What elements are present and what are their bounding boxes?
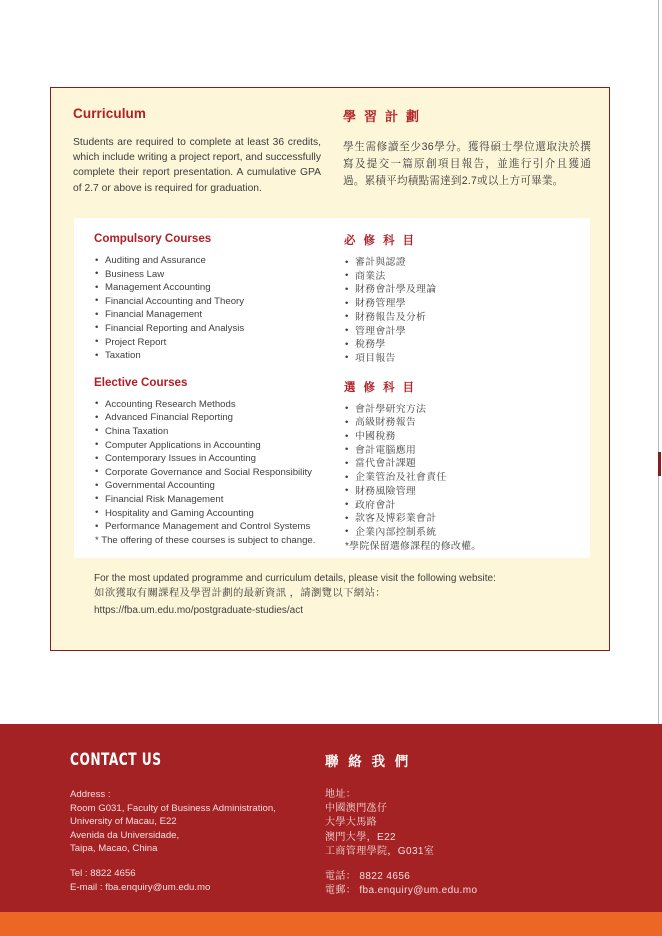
course-item: • 財務風險管理: [344, 485, 559, 499]
contact-details-en: [70, 867, 325, 894]
intro-section: [73, 106, 591, 196]
curriculum-heading-en: Curriculum: [73, 106, 147, 121]
course-item: • 政府會計: [344, 499, 559, 513]
courses-panel: [74, 218, 590, 558]
elective-heading-en: Elective Courses: [94, 375, 188, 389]
course-item: • Accounting Research Methods: [94, 398, 324, 412]
course-item: • Project Report: [94, 336, 324, 350]
course-item: • 審計與認證: [344, 256, 559, 270]
contact-email-zh[interactable]: 電郵： fba.enquiry@um.edu.mo: [325, 885, 478, 897]
spacer: [344, 366, 559, 379]
course-item: • 財務報告及分析: [344, 311, 559, 325]
course-item: • Financial Management: [94, 308, 324, 322]
contact-address-zh: [325, 788, 585, 859]
orange-accent-band: [0, 912, 662, 936]
contact-tel-en: Tel : 8822 4656: [70, 867, 136, 879]
compulsory-heading-en: Compulsory Courses: [94, 232, 212, 245]
elective-note-zh: *學院保留選修課程的修改權。: [345, 540, 482, 552]
address-line: University of Macau, E22: [70, 816, 177, 828]
course-item: • Financial Reporting and Analysis: [94, 322, 324, 336]
course-item: • 企業管治及社會責任: [344, 471, 559, 485]
address-line: Avenida da Universidade,: [70, 829, 180, 841]
address-line: 中國澳門氹仔: [325, 803, 388, 815]
contact-heading-zh: 聯 絡 我 們: [325, 754, 412, 769]
course-item: • Corporate Governance and Social Responsibility: [94, 466, 324, 480]
contact-address-en: [70, 788, 325, 856]
course-item: • Auditing and Assurance: [94, 254, 324, 268]
address-line: 工商管理學院，G031室: [325, 845, 435, 857]
intro-column-en: [73, 106, 321, 196]
curriculum-heading-zh: 學 習 計 劃: [343, 109, 422, 124]
curriculum-body-zh: 學生需修讀至少36學分。獲得碩士學位還取決於撰寫及提交一篇原創項目報告，並進行引介且獲通過。累積平均積點需達到2.7或以上方可畢業。: [343, 141, 591, 187]
courses-column-zh: [344, 232, 559, 553]
course-item: • 商業法: [344, 270, 559, 284]
address-line: 大學大馬路: [325, 817, 377, 829]
more-info-zh: 如欲獲取有關課程及學習計劃的最新資訊 ，請瀏覽以下網站：: [94, 588, 386, 599]
elective-note-en: * The offering of these courses is subject to change.: [95, 534, 316, 546]
curriculum-body-en: Students are required to complete at least 36 credits, which include writing a project report, and successfully complete their report presentation. A cumulative GPA of 2.7 or above is required for graduation.: [73, 137, 321, 194]
address-line: Taipa, Macao, China: [70, 843, 158, 855]
course-item: • Financial Risk Management: [94, 493, 324, 507]
course-item: • Hospitality and Gaming Accounting: [94, 507, 324, 521]
course-item: • 管理會計學: [344, 325, 559, 339]
course-item: • Advanced Financial Reporting: [94, 411, 324, 425]
contact-footer: [0, 724, 662, 912]
course-item: • 高級財務報告: [344, 416, 559, 430]
address-line: 澳門大學，E22: [325, 831, 396, 843]
spacer: [325, 859, 585, 870]
course-item: • Governmental Accounting: [94, 479, 324, 493]
courses-column-en: [94, 232, 324, 553]
elective-list-en: [94, 398, 324, 534]
course-item: • 財務管理學: [344, 297, 559, 311]
course-item: • Taxation: [94, 349, 324, 363]
course-item: • 會計電腦應用: [344, 444, 559, 458]
spacer: [70, 856, 325, 867]
contact-tel-zh: 電話： 8822 4656: [325, 871, 411, 883]
contact-column-en: [70, 750, 325, 898]
compulsory-list-en: [94, 254, 324, 363]
compulsory-heading-zh: 必 修 科 目: [344, 235, 417, 247]
spacer: [94, 363, 324, 376]
contact-heading-en: CONTACT US: [70, 750, 162, 770]
course-item: • Computer Applications in Accounting: [94, 439, 324, 453]
intro-column-zh: [343, 106, 591, 196]
course-item: • 款客及博彩業會計: [344, 512, 559, 526]
contact-details-zh: [325, 870, 585, 898]
address-line: Room G031, Faculty of Business Administration,: [70, 802, 276, 814]
course-item: • 項目報告: [344, 352, 559, 366]
course-item: • China Taxation: [94, 425, 324, 439]
more-info-en: For the most updated programme and curriculum details, please visit the following website:: [94, 573, 496, 584]
course-item: • Business Law: [94, 268, 324, 282]
contact-column-zh: [325, 750, 585, 898]
scrollbar-thumb[interactable]: [658, 452, 661, 476]
address-label-zh: 地址：: [325, 789, 357, 800]
curriculum-card: [50, 87, 610, 651]
contact-email-en[interactable]: E-mail : fba.enquiry@um.edu.mo: [70, 881, 211, 893]
compulsory-list-zh: [344, 256, 559, 366]
programme-website-link[interactable]: https://fba.um.edu.mo/postgraduate-studies/act: [94, 604, 304, 616]
course-item: • 財務會計學及理論: [344, 283, 559, 297]
course-item: • 中國稅務: [344, 430, 559, 444]
more-info-block: [94, 571, 594, 618]
course-item: • Financial Accounting and Theory: [94, 295, 324, 309]
course-item: • Contemporary Issues in Accounting: [94, 452, 324, 466]
elective-list-zh: [344, 403, 559, 540]
course-item: • 會計學研究方法: [344, 403, 559, 417]
address-lines-en: [70, 802, 325, 856]
course-item: • 當代會計課題: [344, 457, 559, 471]
address-label-en: Address :: [70, 789, 111, 800]
course-item: • Performance Management and Control Systems: [94, 520, 324, 534]
course-item: • 企業內部控制系統: [344, 526, 559, 540]
course-item: • Management Accounting: [94, 281, 324, 295]
elective-heading-zh: 選 修 科 目: [344, 381, 417, 394]
address-lines-zh: [325, 802, 585, 859]
course-item: • 稅務學: [344, 338, 559, 352]
